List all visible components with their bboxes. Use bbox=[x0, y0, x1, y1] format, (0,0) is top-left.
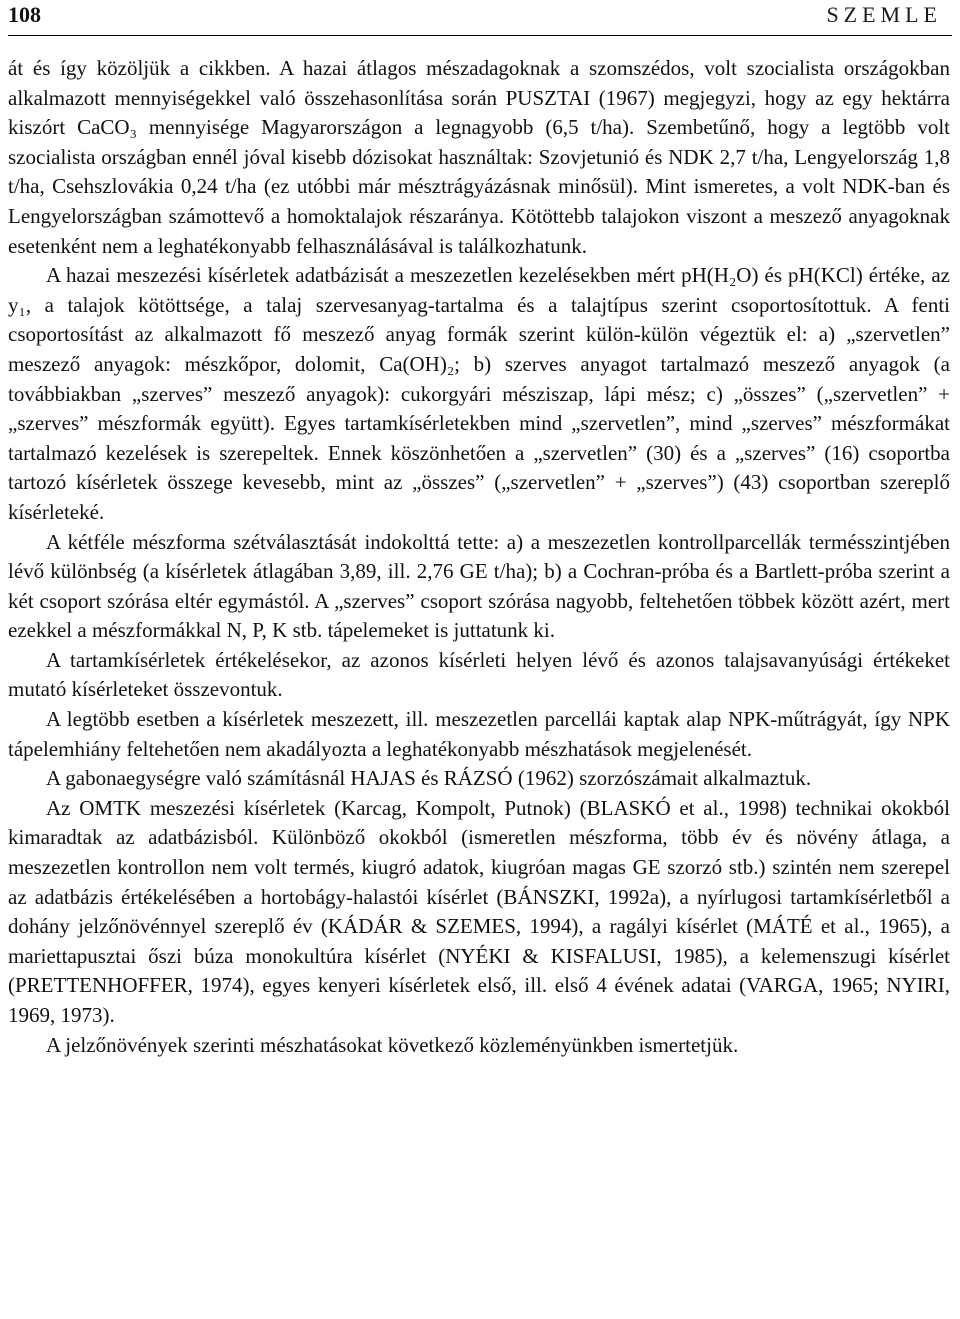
paragraph: Az OMTK meszezési kísérletek (Karcag, Kompolt, Putnok) (BLASKÓ et al., 1998) technikai okokból kimaradtak az adatbázisból. Különböző okokból (ismeretlen mészforma, több év és növény átlaga, a meszezetlen kontrollon nem volt termés, kiugró adatok, kiugróan magas GE szorzó stb.) szintén nem szerepel az adatbázis értékelésében a hortobágy-halastói kísérlet (BÁNSZKI, 1992a), a nyírlugosi tartamkísérletből a dohány jelzőnövénnyel szereplő év (KÁDÁR & SZEMES, 1994), a ragályi kísérlet (MÁTÉ et al., 1965), a mariettapusztai őszi búza monokultúra kísérlet (NYÉKI & KISFALUSI, 1985), a kelemenszugi kísérlet (PRETTENHOFFER, 1974), egyes kenyeri kísérletek első, ill. első 4 évének adatai (VARGA, 1965; NYIRI, 1969, 1973). bbox=[8, 795, 950, 1027]
journal-name: SZEMLE bbox=[826, 2, 942, 27]
paragraph: A gabonaegységre való számításnál HAJAS és RÁZSÓ (1962) szorzószámait alkalmaztuk. bbox=[46, 766, 812, 791]
page-number: 108 bbox=[8, 2, 41, 27]
header-rule bbox=[8, 35, 952, 36]
paragraph: A tartamkísérletek értékelésekor, az azonos kísérleti helyen lévő és azonos talajsavanyúsági értékeket mutató kísérleteket összevontuk. bbox=[8, 647, 950, 702]
article-body bbox=[8, 54, 950, 1060]
paragraph: át és így közöljük a cikkben. A hazai átlagos mészadagoknak a szomszédos, volt szocialista országokban alkalmazott mennyiségekkel való összehasonlítása során PUSZTAI (1967) megjegyzi, hogy az egy hektárra kiszórt CaCO₃ mennyisége Magyarországon a legnagyobb (6,5 t/ha). Szembetűnő, hogy a legtöbb volt szocialista országban ennél jóval kisebb dózisokat használtak: Szovjetunió és NDK 2,7 t/ha, Lengyelország 1,8 t/ha, Csehszlovákia 0,24 t/ha (ez utóbbi már mésztrágyázásnak minősül). Mint ismeretes, a volt NDK-ban és Lengyelországban számottevő a homoktalajok részaránya. Kötöttebb talajokon viszont a meszező anyagoknak esetenként nem a leghatékonyabb felhasználásával is találkozhatunk. bbox=[8, 56, 950, 258]
paragraph: A hazai meszezési kísérletek adatbázisát a meszezetlen kezelésekben mért pH(H₂O) és pH(KCl) értéke, az y₁, a talajok kötöttsége, a talaj szervesanyag-tartalma és a talajtípus szerint csoportosítottuk. A fenti csoportosítást az alkalmazott fő meszező anyag formák szerint külön-külön végeztük el: a) „szervetlen” meszező anyagok: mészkőpor, dolomit, Ca(OH)₂; b) szerves anyagot tartalmazó meszező anyagok (a továbbiakban „szerves” meszező anyagok): cukorgyári mésziszap, lápi mész; c) „összes” („szervetlen” + „szerves” mészformák együtt). Egyes tartamkísérletekben mind „szervetlen”, mind „szerves” mészformákat tartalmazó kezelések is szerepeltek. Ennek köszönhetően a „szervetlen” (30) és a „szerves” (16) csoportba tartozó kísérletek összege kevesebb, mint az „összes” („szervetlen” + „szerves”) (43) csoportban szereplő kísérleteké. bbox=[8, 263, 950, 524]
page-header bbox=[8, 0, 942, 34]
paragraph: A jelzőnövények szerinti mészhatásokat következő közleményünkben ismertetjük. bbox=[46, 1032, 739, 1057]
paragraph: A legtöbb esetben a kísérletek meszezett, ill. meszezetlen parcellái kaptak alap NPK-műtrágyát, így NPK tápelemhiány feltehetően nem akadályozta a leghatékonyabb mészhatások megjelenését. bbox=[8, 707, 950, 761]
paragraph: A kétféle mészforma szétválasztását indokolttá tette: a) a meszezetlen kontrollparcellák termésszintjében lévő különbség (a kísérletek átlagában 3,89, ill. 2,76 GE t/ha); b) a Cochran-próba és a Bartlett-próba szerint a két csoport szórása eltér egymástól. A „szerves” csoport szórása nagyobb, feltehetően többek között azért, mert ezekkel a mészformákkal N, P, K stb. tápelemeket is juttatunk ki. bbox=[8, 529, 950, 643]
